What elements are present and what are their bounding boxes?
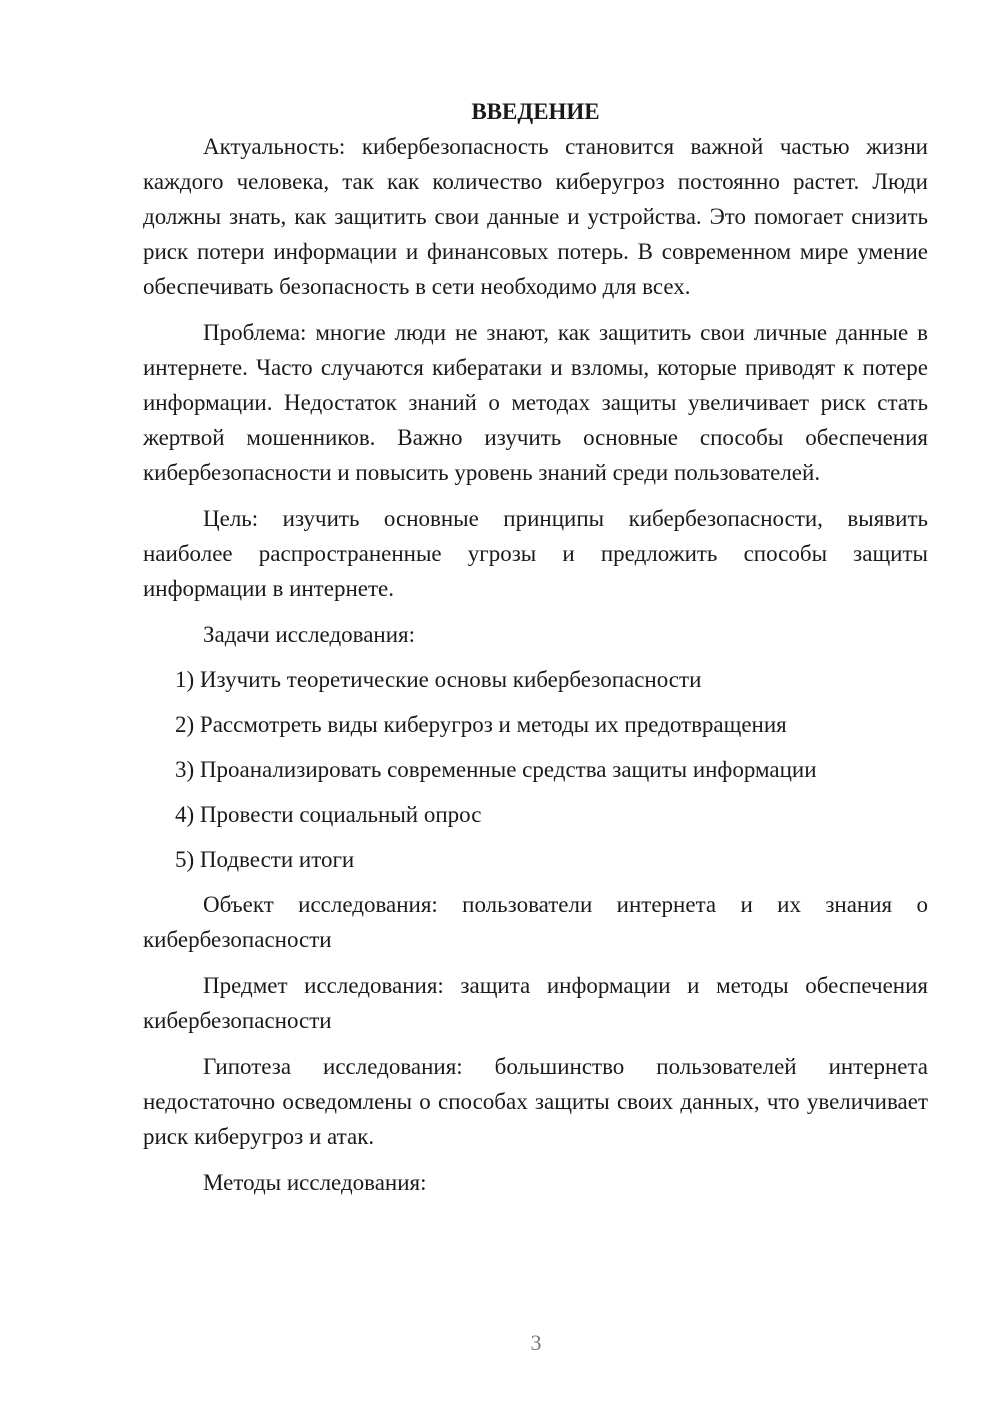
- relevance-paragraph: Актуальность: кибербезопасность становится важной частью жизни каждого человека, так как количество киберугроз постоянно растет. Люди должны знать, как защитить свои данные и устройства. Это помогает снизить риск потери информации и финансовых потерь. В современном мире умение обеспечивать безопасность в сети необходимо для всех.: [143, 134, 928, 299]
- task-item: 1) Изучить теоретические основы кибербезопасности: [175, 667, 702, 692]
- goal-paragraph: Цель: изучить основные принципы кибербезопасности, выявить наиболее распространенные угрозы и предложить способы защиты информации в интернете.: [143, 506, 928, 601]
- methods-heading: Методы исследования:: [203, 1170, 427, 1195]
- problem-paragraph: Проблема: многие люди не знают, как защитить свои личные данные в интернете. Часто случаются кибератаки и взломы, которые приводят к потере информации. Недостаток знаний о методах защиты увеличивает риск стать жертвой мошенников. Важно изучить основные способы обеспечения кибербезопасности и повысить уровень знаний среди пользователей.: [143, 320, 928, 485]
- page-content: [143, 94, 928, 1210]
- tasks-list: [143, 662, 928, 877]
- hypothesis-paragraph: Гипотеза исследования: большинство пользователей интернета недостаточно осведомлены о способах защиты своих данных, что увеличивает риск киберугроз и атак.: [143, 1054, 928, 1149]
- section-title: ВВЕДЕНИЕ: [471, 99, 600, 124]
- object-paragraph: Объект исследования: пользователи интернета и их знания о кибербезопасности: [143, 892, 928, 952]
- subject-paragraph: Предмет исследования: защита информации и методы обеспечения кибербезопасности: [143, 973, 928, 1033]
- task-item: 3) Проанализировать современные средства защиты информации: [175, 757, 817, 782]
- task-item: 4) Провести социальный опрос: [175, 802, 482, 827]
- page-number: 3: [530, 1330, 542, 1355]
- task-item: 2) Рассмотреть виды киберугроз и методы их предотвращения: [175, 712, 787, 737]
- task-item: 5) Подвести итоги: [175, 847, 355, 872]
- tasks-heading: Задачи исследования:: [203, 622, 416, 647]
